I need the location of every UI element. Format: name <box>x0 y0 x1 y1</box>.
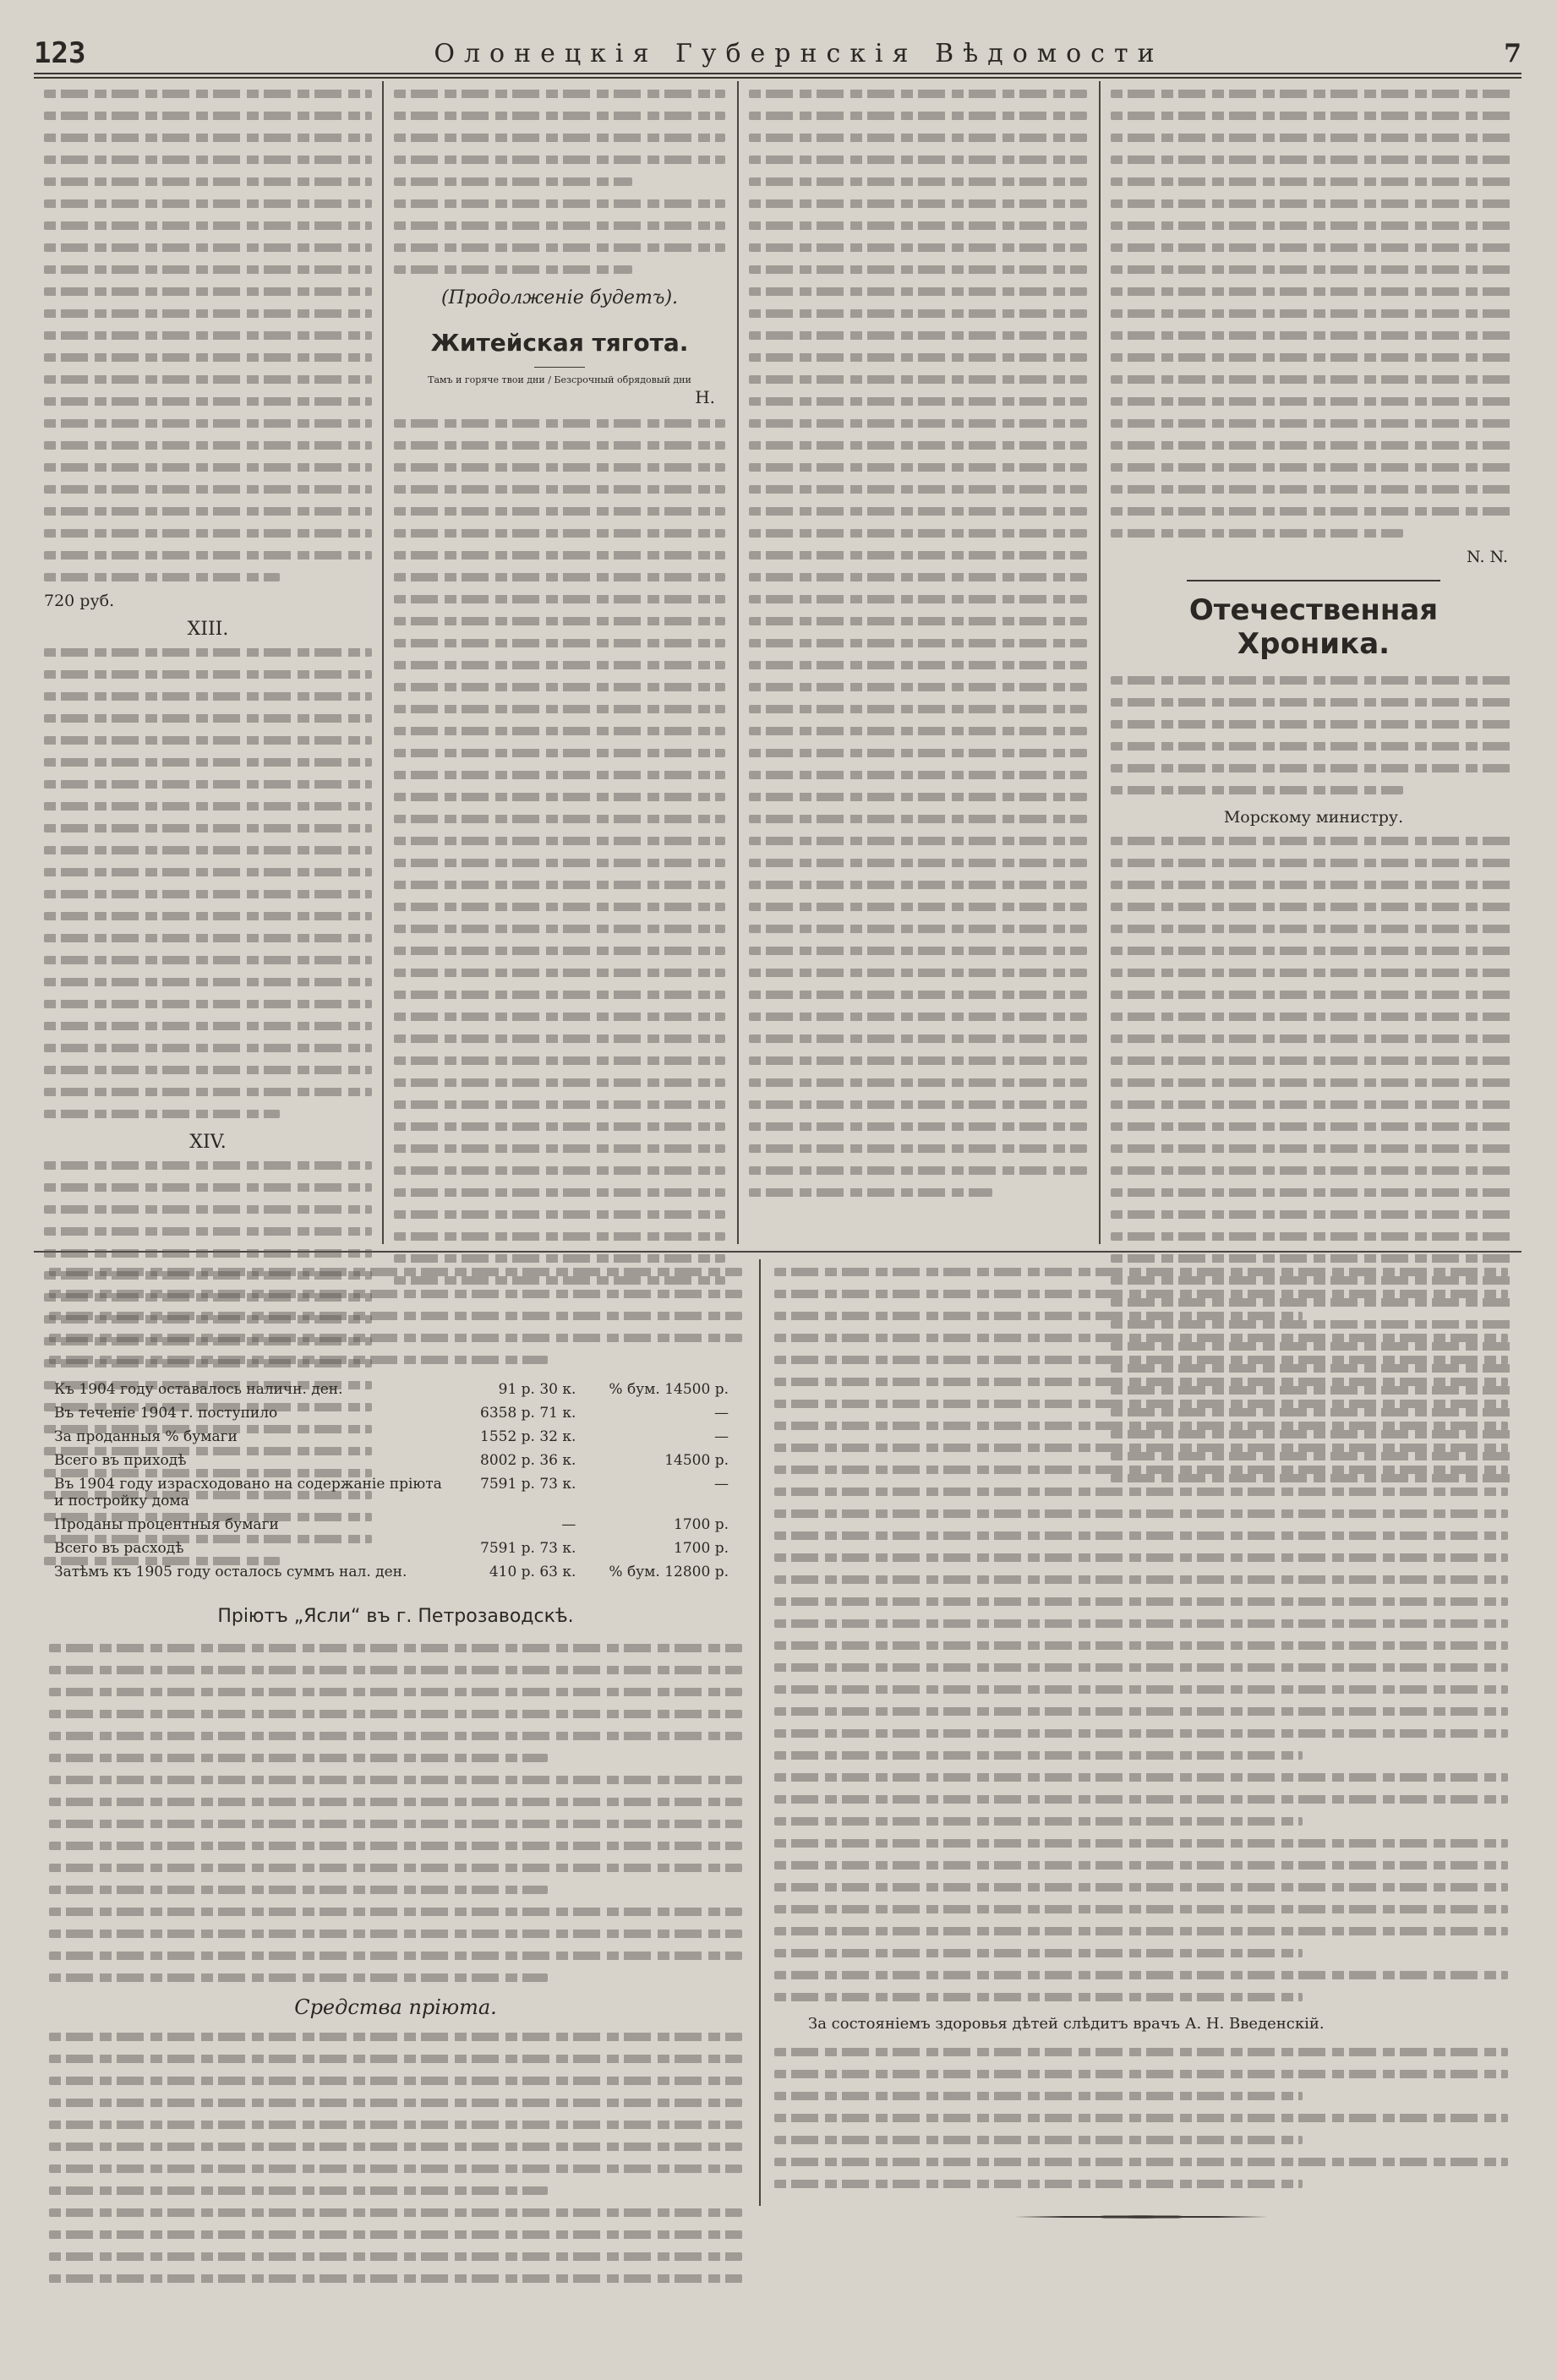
row-bonds: 14500 р. <box>664 1452 729 1469</box>
body-text <box>49 1268 742 1364</box>
table-row <box>49 1560 734 1584</box>
table-row <box>49 1449 734 1472</box>
body-text <box>774 1773 1508 1826</box>
row-bonds: — <box>714 1476 729 1493</box>
body-text <box>49 1644 742 1762</box>
bottom-right-column <box>774 1268 1508 2220</box>
body-text <box>1111 676 1516 794</box>
row-label: Проданы процентныя бумаги <box>54 1516 279 1533</box>
table-row <box>49 1472 734 1513</box>
body-text <box>774 2048 1508 2100</box>
column-divider <box>759 1259 761 2206</box>
row-label: Всего въ расходѣ <box>54 1540 184 1557</box>
body-text <box>49 1776 742 1894</box>
row-amount: — <box>561 1516 576 1533</box>
end-ornament <box>1014 2214 1268 2220</box>
addressee: Морскому министру. <box>1223 808 1404 827</box>
title-rule <box>534 367 585 368</box>
column-divider <box>1099 81 1101 1244</box>
table-row <box>49 1378 734 1401</box>
newspaper-title: Олонецкія Губернскія Вѣдомости <box>434 38 1164 68</box>
signature: N. N. <box>1467 548 1508 566</box>
masthead <box>34 37 1521 69</box>
means-title: Средства пріюта. <box>294 1995 497 2019</box>
body-text <box>774 1334 1508 1760</box>
body-text <box>774 1268 1508 1320</box>
row-bonds: — <box>714 1428 729 1445</box>
author-initial: Н. <box>695 387 715 407</box>
body-text <box>394 419 725 1285</box>
top-column-3 <box>749 90 1087 1210</box>
bottom-left-column <box>49 1268 742 2296</box>
row-label: Въ теченіе 1904 г. поступило <box>54 1405 278 1422</box>
table-row <box>49 1401 734 1425</box>
row-label: Всего въ приходѣ <box>54 1452 187 1469</box>
body-text <box>774 1839 1508 1957</box>
row-amount: 1552 р. 32 к. <box>480 1428 576 1445</box>
doctor-line: За состояніемъ здоровья дѣтей слѣдитъ врачъ А. Н. Введенскій. <box>808 2015 1325 2033</box>
row-bonds: 1700 р. <box>674 1516 729 1533</box>
page-number: 123 <box>34 36 86 70</box>
accounts-table <box>49 1378 734 1584</box>
row-amount: 7591 р. 73 к. <box>480 1476 576 1493</box>
body-text <box>749 90 1087 1197</box>
shelter-title: Пріютъ „Ясли“ въ г. Петрозаводскѣ. <box>217 1606 574 1627</box>
row-bonds: 1700 р. <box>674 1540 729 1557</box>
row-label: За проданныя % бумаги <box>54 1428 238 1445</box>
article-title: Житейская тягота. <box>430 329 689 357</box>
body-text <box>1111 90 1516 538</box>
row-bonds: % бум. 12800 р. <box>609 1564 729 1580</box>
row-label: Къ 1904 году оставалось наличн. ден. <box>54 1381 343 1398</box>
body-text <box>44 90 372 581</box>
body-text <box>49 2033 742 2195</box>
epigraph: Тамъ и горяче твои дни / Безсрочный обрядовый дни <box>428 374 691 385</box>
top-column-2 <box>394 90 725 1298</box>
body-text <box>49 1908 742 1982</box>
chronicle-title: Отечественная Хроника. <box>1188 593 1439 661</box>
table-row <box>49 1537 734 1560</box>
row-amount: 7591 р. 73 к. <box>480 1540 576 1557</box>
row-amount: 6358 р. 71 к. <box>480 1405 576 1422</box>
row-amount: 91 р. 30 к. <box>498 1381 576 1398</box>
column-divider <box>382 81 384 1244</box>
table-row <box>49 1513 734 1537</box>
row-bonds: — <box>714 1405 729 1422</box>
body-text <box>774 2158 1508 2188</box>
body-text <box>44 648 372 1118</box>
body-text <box>774 2114 1508 2144</box>
amount-line: 720 руб. <box>44 592 115 610</box>
ornament-rule <box>1187 580 1440 581</box>
column-divider <box>737 81 739 1244</box>
table-row <box>49 1425 734 1449</box>
body-text <box>774 1971 1508 2001</box>
section-number-xiv: XIV. <box>189 1132 227 1153</box>
masthead-rule <box>34 73 1521 79</box>
row-amount: 410 р. 63 к. <box>489 1564 576 1580</box>
body-text <box>49 2208 742 2283</box>
row-bonds: % бум. 14500 р. <box>609 1381 729 1398</box>
row-label: Въ 1904 году израсходовано на содержаніе пріюта и постройку дома <box>54 1476 442 1509</box>
section-number-xiii: XIII. <box>187 619 229 640</box>
row-amount: 8002 р. 36 к. <box>480 1452 576 1469</box>
row-label: Затѣмъ къ 1905 году осталось суммъ нал. ден. <box>54 1564 407 1580</box>
corner-mark: 7 <box>1504 38 1521 68</box>
continued-note: (Продолженіе будетъ). <box>440 287 679 308</box>
body-text <box>394 90 725 274</box>
